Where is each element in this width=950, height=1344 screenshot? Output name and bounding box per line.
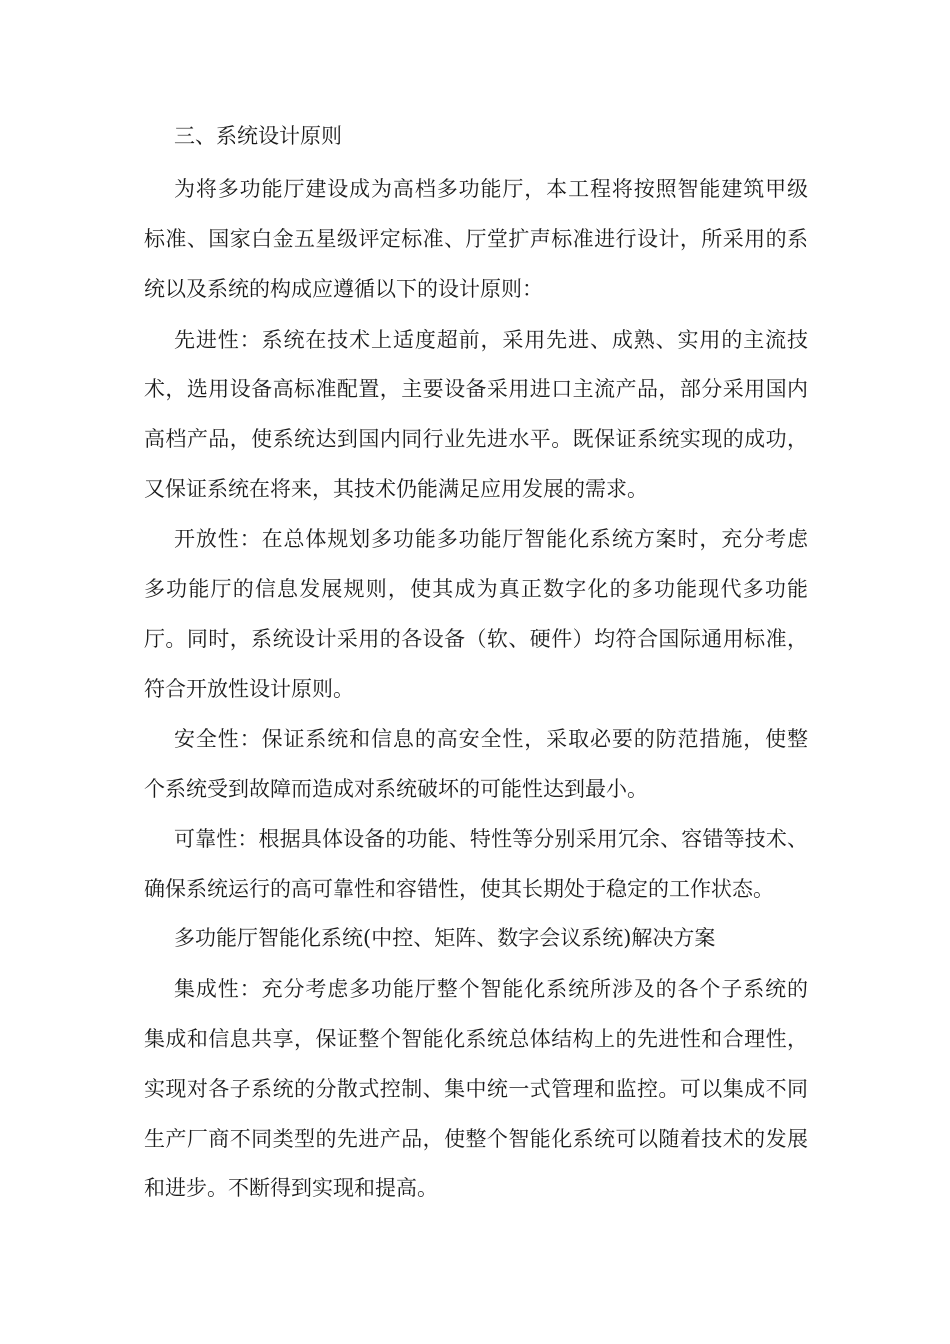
paragraph-advanced-line-1: 先进性：系统在技术上适度超前，采用先进、成熟、实用的主流技 — [174, 328, 808, 352]
paragraph-integration-line-1: 集成性：充分考虑多功能厅整个智能化系统所涉及的各个子系统的 — [174, 977, 808, 1001]
paragraph-reliability-line-1: 可靠性：根据具体设备的功能、特性等分别采用冗余、容错等技术、 — [174, 827, 808, 851]
solution-heading: 多功能厅智能化系统(中控、矩阵、数字会议系统)解决方案 — [174, 926, 716, 950]
paragraph-open-line-4: 符合开放性设计原则。 — [144, 677, 354, 701]
paragraph-integration-line-3: 实现对各子系统的分散式控制、集中统一式管理和监控。可以集成不同 — [144, 1077, 808, 1101]
paragraph-advanced-line-4: 又保证系统在将来，其技术仍能满足应用发展的需求。 — [144, 477, 648, 501]
paragraph-open-line-1: 开放性：在总体规划多功能多功能厅智能化系统方案时，充分考虑 — [174, 527, 808, 551]
paragraph-reliability-line-2: 确保系统运行的高可靠性和容错性，使其长期处于稳定的工作状态。 — [144, 877, 774, 901]
paragraph-security-line-1: 安全性：保证系统和信息的高安全性，采取必要的防范措施，使整 — [174, 727, 808, 751]
paragraph-advanced-line-2: 术，选用设备高标准配置，主要设备采用进口主流产品，部分采用国内 — [144, 377, 808, 401]
paragraph-integration-line-4: 生产厂商不同类型的先进产品，使整个智能化系统可以随着技术的发展 — [144, 1127, 808, 1151]
paragraph-open-line-2: 多功能厅的信息发展规则，使其成为真正数字化的多功能现代多功能 — [144, 577, 808, 601]
paragraph-security-line-2: 个系统受到故障而造成对系统破坏的可能性达到最小。 — [144, 777, 648, 801]
paragraph-intro-line-2: 标准、国家白金五星级评定标准、厅堂扩声标准进行设计，所采用的系 — [144, 227, 808, 251]
section-heading: 三、系统设计原则 — [174, 124, 342, 148]
paragraph-intro-line-3: 统以及系统的构成应遵循以下的设计原则： — [144, 277, 543, 301]
paragraph-integration-line-2: 集成和信息共享，保证整个智能化系统总体结构上的先进性和合理性， — [144, 1027, 808, 1051]
paragraph-advanced-line-3: 高档产品，使系统达到国内同行业先进水平。既保证系统实现的成功， — [144, 427, 808, 451]
paragraph-open-line-3: 厅。同时，系统设计采用的各设备（软、硬件）均符合国际通用标准， — [144, 627, 808, 651]
paragraph-integration-line-5: 和进步。不断得到实现和提高。 — [144, 1176, 438, 1200]
paragraph-intro-line-1: 为将多功能厅建设成为高档多功能厅，本工程将按照智能建筑甲级 — [174, 177, 808, 201]
